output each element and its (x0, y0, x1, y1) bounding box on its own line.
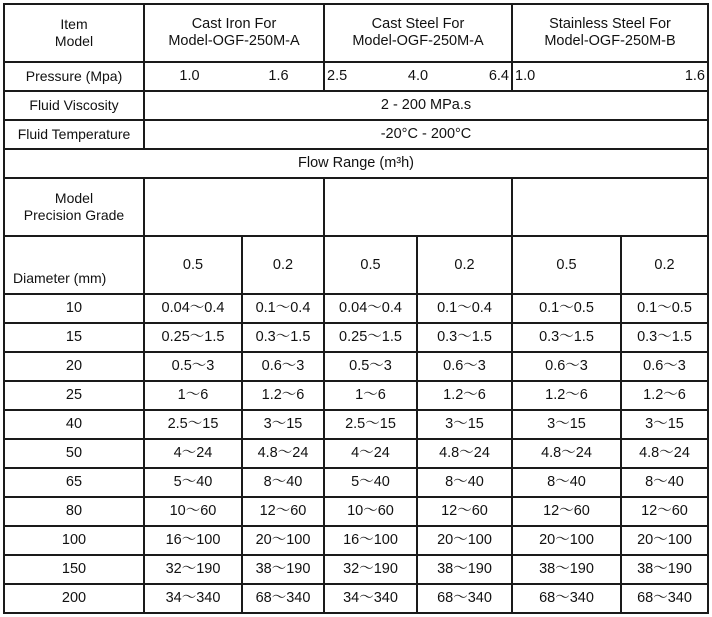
flow-range-cell: 0.5～3 (324, 352, 417, 381)
model-precision-row (4, 178, 708, 236)
diameter-cell: 40 (4, 410, 144, 439)
model-label: Model (54, 33, 94, 49)
pressure-value: 1.0 (515, 68, 536, 84)
flow-range-cell: 12～60 (621, 497, 708, 526)
cast-iron-line1: Cast Iron For (191, 16, 277, 32)
flow-range-cell: 4～24 (144, 439, 242, 468)
flow-range-cell: 8～40 (512, 468, 621, 497)
flow-range-cell: 0.04～0.4 (144, 294, 242, 323)
grade-cell: 0.2 (417, 236, 512, 294)
stainless-header (512, 4, 708, 62)
flow-range-cell: 3～15 (242, 410, 324, 439)
flow-range-cell: 68～340 (512, 584, 621, 613)
flow-range-cell: 32～190 (324, 555, 417, 584)
flow-range-cell: 5～40 (144, 468, 242, 497)
pressure-value: 2.5 (327, 68, 348, 84)
grade-cell: 0.2 (242, 236, 324, 294)
diameter-cell: 80 (4, 497, 144, 526)
pressure-value: 1.6 (268, 68, 289, 84)
flow-range-cell: 1.2～6 (242, 381, 324, 410)
table-row (4, 323, 708, 352)
flow-range-cell: 34～340 (144, 584, 242, 613)
model-precision-line2: Precision Grade (23, 207, 125, 223)
flow-range-row (4, 149, 708, 178)
flow-range-cell: 68～340 (242, 584, 324, 613)
cast-steel-line2: Model-OGF-250M-A (352, 33, 484, 49)
header-row (4, 4, 708, 62)
flow-range-cell: 12～60 (417, 497, 512, 526)
flow-range-cell: 5～40 (324, 468, 417, 497)
cast-iron-header (144, 4, 324, 62)
flow-range-cell: 1.2～6 (417, 381, 512, 410)
pressure-label: Pressure (Mpa) (4, 62, 144, 91)
table-row (4, 555, 708, 584)
diameter-cell: 100 (4, 526, 144, 555)
model-precision-line1: Model (54, 190, 94, 206)
flow-range-cell: 20～100 (417, 526, 512, 555)
flow-range-cell: 1.2～6 (512, 381, 621, 410)
flow-range-cell: 3～15 (417, 410, 512, 439)
table-row (4, 468, 708, 497)
flow-range-cell: 0.6～3 (417, 352, 512, 381)
temperature-value: -20°C - 200°C (144, 120, 708, 149)
pressure-value: 4.0 (407, 68, 429, 84)
flow-range-cell: 12～60 (242, 497, 324, 526)
flow-range-cell: 12～60 (512, 497, 621, 526)
viscosity-label: Fluid Viscosity (4, 91, 144, 120)
flow-range-cell: 4.8～24 (621, 439, 708, 468)
diameter-cell: 150 (4, 555, 144, 584)
flow-range-cell: 16～100 (324, 526, 417, 555)
flow-range-cell: 34～340 (324, 584, 417, 613)
flow-range-cell: 68～340 (417, 584, 512, 613)
grade-cell: 0.5 (144, 236, 242, 294)
flow-range-cell: 1～6 (324, 381, 417, 410)
diameter-cell: 15 (4, 323, 144, 352)
diameter-cell: 65 (4, 468, 144, 497)
table-row (4, 584, 708, 613)
temperature-label: Fluid Temperature (4, 120, 144, 149)
pressure-value: 6.4 (488, 68, 509, 84)
grade-cell: 0.5 (512, 236, 621, 294)
flow-range-cell: 1～6 (144, 381, 242, 410)
pressure-value: 1.0 (179, 68, 200, 84)
grade-cell: 0.5 (324, 236, 417, 294)
flow-range-cell: 0.1～0.5 (512, 294, 621, 323)
flow-range-cell: 20～100 (621, 526, 708, 555)
temperature-row (4, 120, 708, 149)
flow-range-title: Flow Range (m³h) (4, 149, 708, 178)
table-row (4, 352, 708, 381)
flow-range-cell: 16～100 (144, 526, 242, 555)
flow-range-cell: 0.25～1.5 (144, 323, 242, 352)
table-row (4, 439, 708, 468)
model-precision-blank (144, 178, 324, 236)
flow-range-cell: 38～190 (242, 555, 324, 584)
cast-steel-header (324, 4, 512, 62)
flow-range-cell: 3～15 (621, 410, 708, 439)
flow-range-cell: 20～100 (512, 526, 621, 555)
cast-iron-line2: Model-OGF-250M-A (168, 33, 300, 49)
diameter-cell: 25 (4, 381, 144, 410)
flow-range-cell: 0.1～0.4 (417, 294, 512, 323)
flow-range-cell: 68～340 (621, 584, 708, 613)
flow-range-cell: 8～40 (621, 468, 708, 497)
pressure-value: 1.6 (684, 68, 705, 84)
flow-range-cell: 38～190 (512, 555, 621, 584)
flow-range-cell: 32～190 (144, 555, 242, 584)
flow-range-cell: 0.3～1.5 (242, 323, 324, 352)
flow-range-cell: 0.6～3 (242, 352, 324, 381)
flow-range-cell: 10～60 (324, 497, 417, 526)
diameter-cell: 10 (4, 294, 144, 323)
flow-range-cell: 0.1～0.5 (621, 294, 708, 323)
flow-range-cell: 8～40 (417, 468, 512, 497)
diameter-cell: 50 (4, 439, 144, 468)
flow-range-cell: 0.25～1.5 (324, 323, 417, 352)
flow-range-cell: 0.6～3 (621, 352, 708, 381)
flow-range-cell: 0.3～1.5 (621, 323, 708, 352)
viscosity-row (4, 91, 708, 120)
diameter-label: Diameter (mm) (13, 270, 107, 286)
flow-range-cell: 0.3～1.5 (512, 323, 621, 352)
flow-range-cell: 2.5～15 (324, 410, 417, 439)
pressure-cast-steel (324, 62, 512, 91)
pressure-row (4, 62, 708, 91)
viscosity-value: 2 - 200 MPa.s (144, 91, 708, 120)
model-precision-label (4, 178, 144, 236)
flow-range-cell: 10～60 (144, 497, 242, 526)
flow-range-cell: 4.8～24 (242, 439, 324, 468)
flow-range-cell: 0.1～0.4 (242, 294, 324, 323)
model-precision-blank (324, 178, 512, 236)
diameter-cell: 20 (4, 352, 144, 381)
table-row (4, 294, 708, 323)
stainless-line2: Model-OGF-250M-B (544, 33, 676, 49)
table-row (4, 410, 708, 439)
flow-range-cell: 1.2～6 (621, 381, 708, 410)
item-model-header (4, 4, 144, 62)
flow-range-cell: 4～24 (324, 439, 417, 468)
pressure-stainless (512, 62, 708, 91)
flow-range-cell: 2.5～15 (144, 410, 242, 439)
grade-row (4, 236, 708, 294)
diameter-cell: 200 (4, 584, 144, 613)
item-label: Item (60, 16, 88, 32)
flow-range-cell: 20～100 (242, 526, 324, 555)
flow-range-cell: 0.6～3 (512, 352, 621, 381)
flow-range-cell: 38～190 (417, 555, 512, 584)
table-row (4, 497, 708, 526)
flow-range-cell: 0.5～3 (144, 352, 242, 381)
flow-range-cell: 4.8～24 (417, 439, 512, 468)
flow-range-cell: 0.3～1.5 (417, 323, 512, 352)
flowmeter-spec-table (3, 3, 709, 614)
flow-range-cell: 38～190 (621, 555, 708, 584)
grade-cell: 0.2 (621, 236, 708, 294)
pressure-cast-iron (144, 62, 324, 91)
table-row (4, 526, 708, 555)
diameter-label-cell (4, 236, 144, 294)
flow-range-cell: 4.8～24 (512, 439, 621, 468)
flow-range-cell: 8～40 (242, 468, 324, 497)
flow-range-cell: 0.04～0.4 (324, 294, 417, 323)
table-row (4, 381, 708, 410)
flow-range-cell: 3～15 (512, 410, 621, 439)
stainless-line1: Stainless Steel For (549, 16, 671, 32)
model-precision-blank (512, 178, 708, 236)
cast-steel-line1: Cast Steel For (371, 16, 465, 32)
